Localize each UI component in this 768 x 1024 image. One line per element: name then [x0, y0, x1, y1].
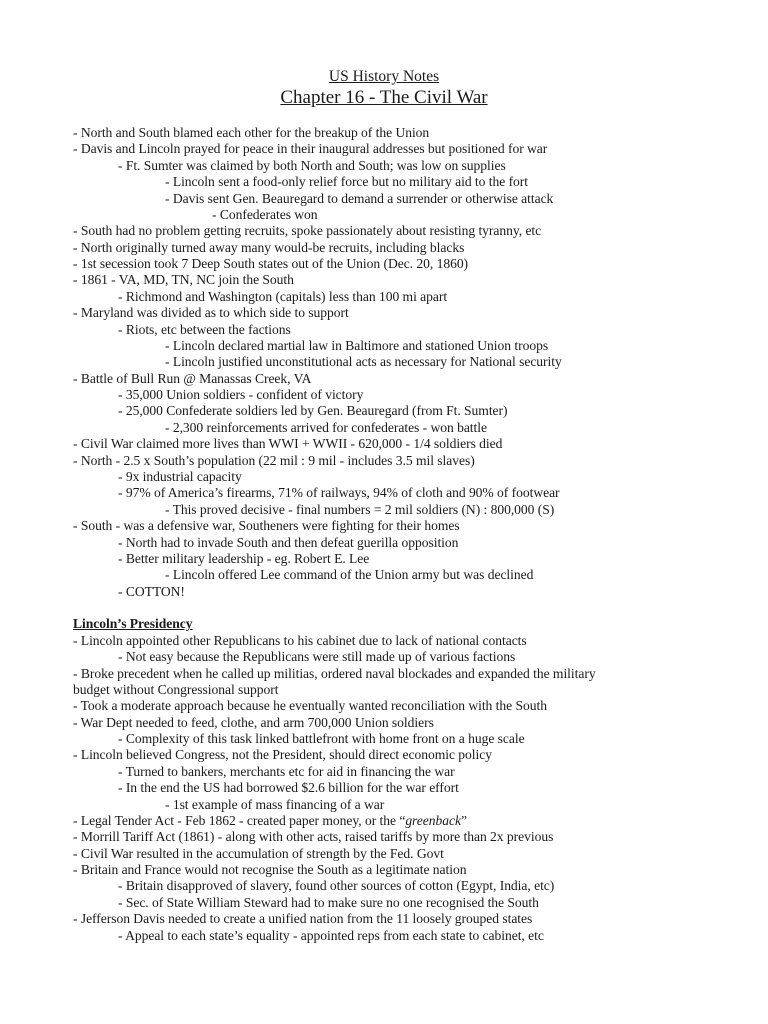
note-line: - War Dept needed to feed, clothe, and arm 700,000 Union soldiers	[73, 714, 434, 730]
note-line: - Davis sent Gen. Beauregard to demand a surrender or otherwise attack	[165, 190, 554, 206]
note-line: - 1st secession took 7 Deep South states out of the Union (Dec. 20, 1860)	[73, 256, 469, 272]
note-line: - Complexity of this task linked battlefront with home front on a huge scale	[118, 731, 525, 747]
note-line: budget without Congressional support	[73, 681, 279, 697]
note-line: - North had to invade South and then defeat guerilla opposition	[118, 534, 459, 550]
note-line: - Richmond and Washington (capitals) less than 100 mi apart	[118, 288, 448, 304]
note-line: - Jefferson Davis needed to create a unified nation from the 11 loosely grouped states	[73, 911, 533, 927]
note-line: - Lincoln appointed other Republicans to his cabinet due to lack of national contacts	[73, 632, 527, 648]
note-line: - Lincoln declared martial law in Baltimore and stationed Union troops	[165, 337, 549, 353]
note-line: - 1st example of mass financing of a war	[165, 796, 385, 812]
note-line: - Morrill Tariff Act (1861) - along with other acts, raised tariffs by more than 2x previous	[73, 829, 554, 845]
note-line: - In the end the US had borrowed $2.6 billion for the war effort	[118, 780, 459, 796]
note-line: - Britain and France would not recognise the South as a legitimate nation	[73, 862, 467, 878]
section-heading: Lincoln’s Presidency	[73, 616, 193, 632]
note-line: - North and South blamed each other for the breakup of the Union	[73, 125, 430, 140]
note-line: - Appeal to each state’s equality - appointed reps from each state to cabinet, etc	[118, 927, 544, 943]
note-text: - Legal Tender Act - Feb 1862 - created paper money, or the “	[73, 812, 406, 828]
note-line: - Civil War resulted in the accumulation of strength by the Fed. Govt	[73, 845, 444, 861]
note-line: - Took a moderate approach because he eventually wanted reconciliation with the South	[73, 698, 547, 714]
emphasis-term: greenback	[405, 812, 461, 828]
note-line: - Lincoln sent a food-only relief force but no military aid to the fort	[165, 174, 528, 190]
note-text-end: ”	[460, 812, 467, 828]
note-line: - Lincoln offered Lee command of the Union army but was declined	[165, 567, 534, 583]
note-line: - Sec. of State William Steward had to make sure no one recognised the South	[118, 894, 539, 910]
note-line: - Confederates won	[212, 206, 318, 222]
note-line: - 1861 - VA, MD, TN, NC join the South	[73, 272, 294, 288]
document-title: US History Notes	[328, 68, 440, 85]
note-line: - 2,300 reinforcements arrived for confederates - won battle	[165, 419, 487, 435]
note-line: - North originally turned away many would-be recruits, including blacks	[73, 239, 465, 255]
note-line: - This proved decisive - final numbers = 2 mil soldiers (N) : 800,000 (S)	[165, 501, 555, 517]
note-line: - Better military leadership - eg. Robert E. Lee	[118, 550, 370, 566]
chapter-title: Chapter 16 - The Civil War	[280, 87, 488, 108]
note-line: - Britain disapproved of slavery, found other sources of cotton (Egypt, India, etc)	[118, 878, 555, 894]
note-line: - Lincoln believed Congress, not the President, should direct economic policy	[73, 747, 492, 763]
note-line: - COTTON!	[118, 583, 185, 599]
note-line: - Riots, etc between the factions	[118, 321, 291, 337]
note-line: - Maryland was divided as to which side to support	[73, 305, 349, 321]
note-line: - Civil War claimed more lives than WWI + WWII - 620,000 - 1/4 soldiers died	[73, 436, 503, 452]
note-line: - Davis and Lincoln prayed for peace in their inaugural addresses but positioned for war	[73, 141, 548, 157]
note-line: - Ft. Sumter was claimed by both North and South; was low on supplies	[118, 157, 506, 173]
note-line: - Lincoln justified unconstitutional acts as necessary for National security	[165, 354, 562, 370]
note-line	[73, 813, 467, 829]
note-line: - 35,000 Union soldiers - confident of victory	[118, 387, 364, 403]
note-line: - South had no problem getting recruits, spoke passionately about resisting tyranny, etc	[73, 223, 542, 239]
note-line: - 97% of America’s firearms, 71% of railways, 94% of cloth and 90% of footwear	[118, 485, 560, 501]
note-line: - Turned to bankers, merchants etc for aid in financing the war	[118, 763, 455, 779]
note-line: - South - was a defensive war, Southeners were fighting for their homes	[73, 518, 460, 534]
note-line: - 25,000 Confederate soldiers led by Gen. Beauregard (from Ft. Sumter)	[118, 403, 508, 419]
note-line: - Not easy because the Republicans were still made up of various factions	[118, 649, 516, 665]
note-line: - 9x industrial capacity	[118, 468, 242, 484]
note-line: - Broke precedent when he called up militias, ordered naval blockades and expanded the military	[73, 665, 596, 681]
note-line: - Battle of Bull Run @ Manassas Creek, VA	[73, 370, 312, 386]
note-line: - North - 2.5 x South’s population (22 mil : 9 mil - includes 3.5 mil slaves)	[73, 452, 475, 468]
